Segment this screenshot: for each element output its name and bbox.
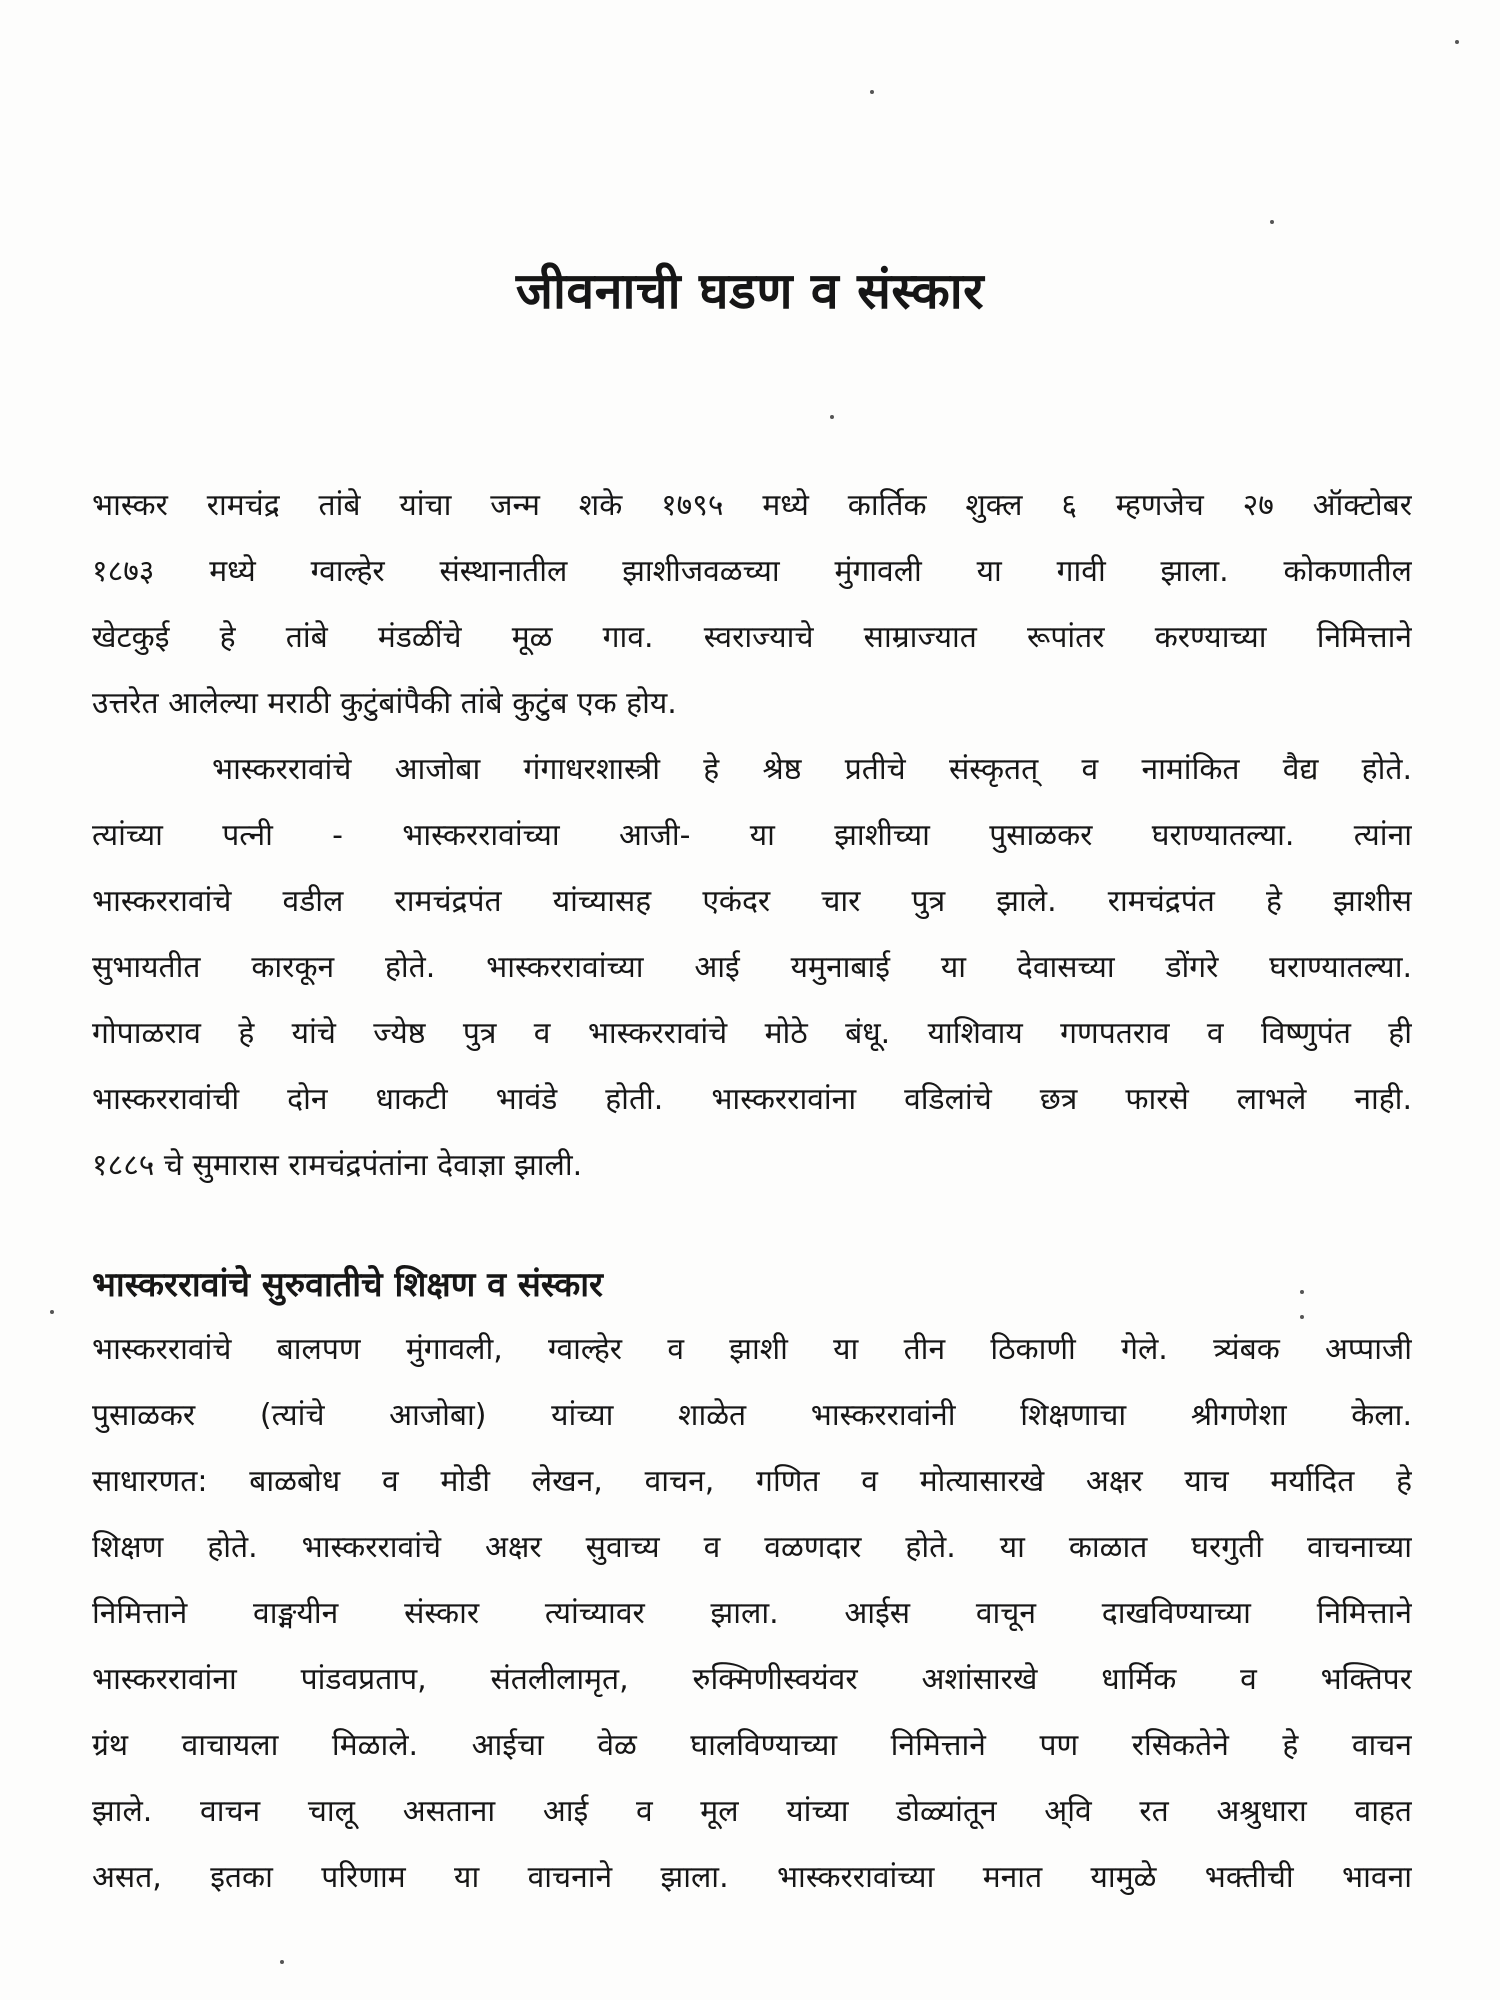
paragraph-line: भास्कर रामचंद्र तांबे यांचा जन्म शके १७९५ मध्ये कार्तिक शुक्ल ६ म्हणजेच २७ ऑक्टोबर <box>92 488 1412 523</box>
paragraph-line: त्यांच्या पत्नी - भास्कररावांच्या आजी- या झाशीच्या पुसाळकर घराण्यातल्या. त्यांना <box>92 818 1412 853</box>
paragraph-line: १८७३ मध्ये ग्वाल्हेर संस्थानातील झाशीजवळच्या मुंगावली या गावी झाला. कोकणातील <box>92 554 1412 589</box>
page-title: जीवनाची घडण व संस्कार <box>515 262 985 320</box>
paragraph-line: असत, इतका परिणाम या वाचनाने झाला. भास्कररावांच्या मनात यामुळे भक्तीची भावना <box>92 1860 1412 1895</box>
paragraph-line: भास्कररावांचे वडील रामचंद्रपंत यांच्यासह एकंदर चार पुत्र झाले. रामचंद्रपंत हे झाशीस <box>92 884 1412 919</box>
scan-speck <box>50 1310 54 1314</box>
paragraph-line: निमित्ताने वाङ्मयीन संस्कार त्यांच्यावर झाला. आईस वाचून दाखविण्याच्या निमित्ताने <box>92 1596 1412 1631</box>
paragraph-line: साधारणत: बाळबोध व मोडी लेखन, वाचन, गणित व मोत्यासारखे अक्षर याच मर्यादित हे <box>92 1464 1412 1499</box>
scan-speck <box>1455 40 1459 44</box>
paragraph-line: सुभायतीत कारकून होते. भास्कररावांच्या आई यमुनाबाई या देवासच्या डोंगरे घराण्यातल्या. <box>92 950 1412 985</box>
paragraph-line: भास्कररावांचे आजोबा गंगाधरशास्त्री हे श्रेष्ठ प्रतीचे संस्कृतत् व नामांकित वैद्य होते. <box>212 752 1412 787</box>
paragraph-line: भास्कररावांना पांडवप्रताप, संतलीलामृत, रुक्मिणीस्वयंवर अशांसारखे धार्मिक व भक्तिपर <box>92 1662 1412 1697</box>
scan-speck <box>280 1960 284 1964</box>
scan-speck <box>1270 220 1274 224</box>
paragraph-line: खेटकुई हे तांबे मंडळींचे मूळ गाव. स्वराज्याचे साम्राज्यात रूपांतर करण्याच्या निमित्ताने <box>92 620 1412 655</box>
paragraph-line: पुसाळकर (त्यांचे आजोबा) यांच्या शाळेत भास्कररावांनी शिक्षणाचा श्रीगणेशा केला. <box>92 1398 1412 1433</box>
scan-speck <box>1300 1290 1304 1294</box>
paragraph-line: भास्कररावांचे बालपण मुंगावली, ग्वाल्हेर व झाशी या तीन ठिकाणी गेले. त्र्यंबक अप्पाजी <box>92 1332 1412 1367</box>
paragraph-line: उत्तरेत आलेल्या मराठी कुटुंबांपैकी तांबे कुटुंब एक होय. <box>92 686 677 721</box>
paragraph-line: शिक्षण होते. भास्कररावांचे अक्षर सुवाच्य व वळणदार होते. या काळात घरगुती वाचनाच्या <box>92 1530 1412 1565</box>
paragraph-line: भास्कररावांची दोन धाकटी भावंडे होती. भास्कररावांना वडिलांचे छत्र फारसे लाभले नाही. <box>92 1082 1412 1117</box>
scan-speck <box>830 415 834 419</box>
section-heading: भास्कररावांचे सुरुवातीचे शिक्षण व संस्कार <box>92 1265 603 1305</box>
paragraph-line: झाले. वाचन चालू असताना आई व मूल यांच्या डोळ्यांतून अ्वि रत अश्रुधारा वाहत <box>92 1794 1412 1829</box>
paragraph-line: ग्रंथ वाचायला मिळाले. आईचा वेळ घालविण्याच्या निमित्ताने पण रसिकतेने हे वाचन <box>92 1728 1412 1763</box>
scan-speck <box>870 90 874 94</box>
scan-speck <box>1300 1315 1304 1319</box>
paragraph-line: १८८५ चे सुमारास रामचंद्रपंतांना देवाज्ञा झाली. <box>92 1148 583 1183</box>
paragraph-line: गोपाळराव हे यांचे ज्येष्ठ पुत्र व भास्कररावांचे मोठे बंधू. याशिवाय गणपतराव व विष्णुपंत ही <box>92 1016 1412 1051</box>
